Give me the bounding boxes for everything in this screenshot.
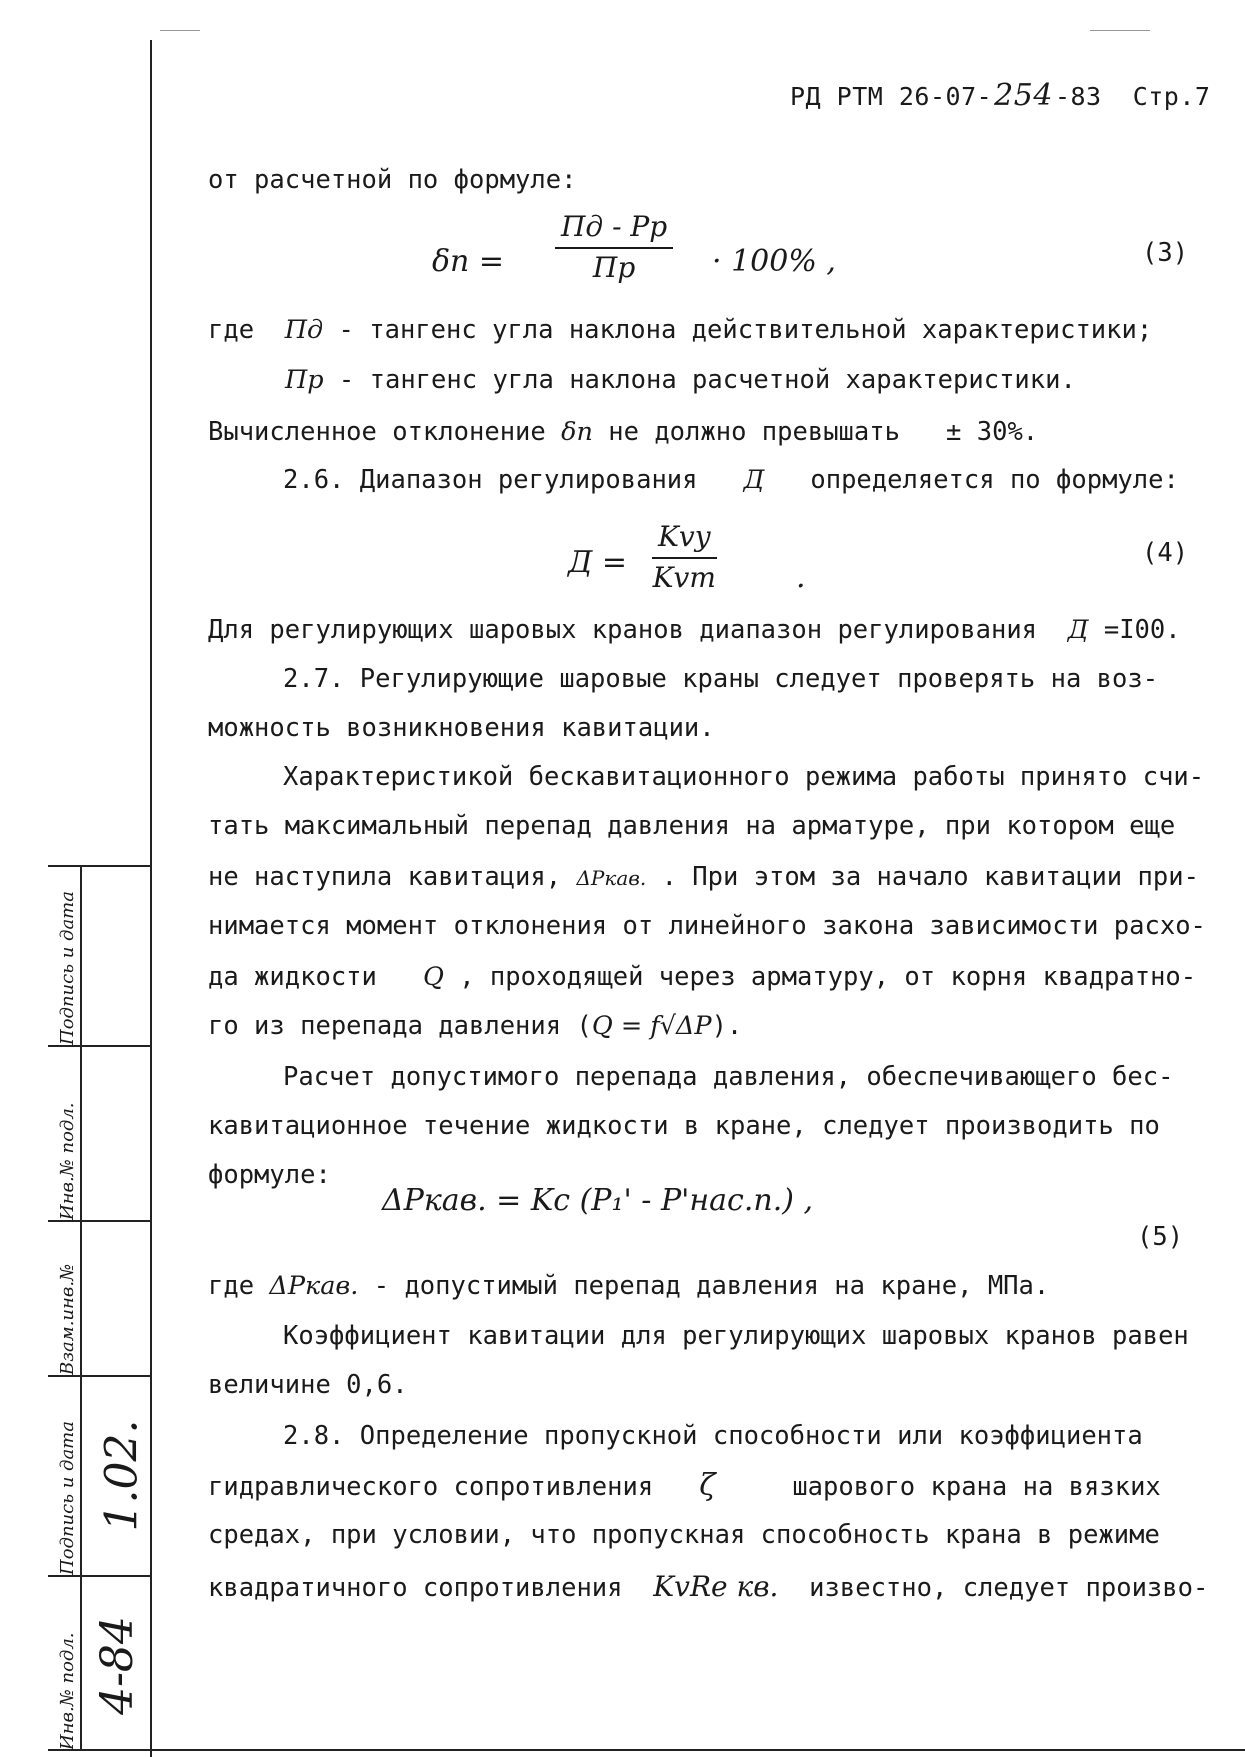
text-line: где Пд - тангенс угла наклона действительной характеристики; <box>208 315 1153 345</box>
text-line: Вычисленное отклонение δп не должно превышать ± 30%. <box>208 417 1039 447</box>
text-line: Характеристикой бескавитационного режима работы принято счи- <box>283 762 1205 792</box>
symbol: Д <box>743 465 765 495</box>
stamp-label: Подпись и дата <box>57 891 78 1045</box>
text-line: го из перепада давления (Q = f√ΔP). <box>208 1011 743 1041</box>
symbol: ζ <box>699 1468 716 1503</box>
stamp-date: 1.02. <box>96 1419 148 1532</box>
text-line: нимается момент отклонения от линейного закона зависимости расхо- <box>208 911 1206 941</box>
symbol: KvRe кв. <box>653 1570 779 1603</box>
formula-4-fraction <box>652 520 717 594</box>
top-mark <box>160 30 200 31</box>
stamp-column-line <box>80 865 82 1750</box>
document-header <box>790 78 1210 113</box>
symbol: Пр <box>285 365 324 395</box>
text-line: формуле: <box>208 1160 331 1190</box>
symbol: Q <box>422 962 444 992</box>
doc-year: -83 <box>1054 82 1102 111</box>
text-line: не наступила кавитация, ΔPкав. . При этом за начало кавитации при- <box>208 862 1199 892</box>
text-line: да жидкости Q , проходящей через арматуру, от корня квадратно- <box>208 962 1197 992</box>
symbol: ΔPкав. <box>576 866 647 890</box>
doc-number: 254 <box>994 78 1053 113</box>
text-line: Коэффициент кавитации для регулирующих шаровых кранов равен <box>283 1321 1189 1351</box>
formula-3-numerator: Пд - Рр <box>561 210 668 243</box>
text-line: квадратичного сопротивления KvRe кв. известно, следует произво- <box>208 1570 1209 1603</box>
frame-left-border <box>150 40 152 1757</box>
symbol: Пд <box>284 315 324 345</box>
formula-5: ΔPкав. = Kc (P₁' - P'нас.п.) , <box>382 1183 814 1218</box>
text-line: величине 0,6. <box>208 1370 408 1400</box>
page-number: Стр.7 <box>1132 82 1211 111</box>
top-mark <box>1090 30 1150 31</box>
text-line: можность возникновения кавитации. <box>208 713 715 743</box>
text-line: кавитационное течение жидкости в кране, следует производить по <box>208 1111 1160 1141</box>
text-line: Пр - тангенс угла наклона расчетной характеристики. <box>285 365 1076 395</box>
symbol: ΔPкав. <box>269 1271 359 1301</box>
text-line: Для регулирующих шаровых кранов диапазон регулирования Д =I00. <box>208 615 1181 645</box>
text-line: 2.7. Регулирующие шаровые краны следует проверять на воз- <box>283 664 1159 694</box>
text-line: Расчет допустимого перепада давления, обеспечивающего бес- <box>283 1062 1174 1092</box>
formula-4-numerator: Kvy <box>658 520 711 553</box>
equation-number: (4) <box>1142 538 1189 568</box>
formula-4-lhs: Д = <box>568 545 628 580</box>
stamp-label: Инв.№ подл. <box>57 1102 78 1220</box>
stamp-label: Инв.№ подл. <box>57 1632 78 1750</box>
formula-3-lhs: δп = <box>432 244 505 279</box>
formula-3-fraction <box>555 210 673 284</box>
symbol: δп <box>561 417 593 447</box>
symbol: Д <box>1067 615 1089 645</box>
formula-3-denominator: Пр <box>592 251 636 284</box>
text-line: средах, при условии, что пропускная способность крана в режиме <box>208 1520 1160 1550</box>
text-line: где ΔPкав. - допустимый перепад давления на кране, МПа. <box>208 1271 1050 1301</box>
stamp-label: Подпись и дата <box>57 1421 78 1575</box>
formula-4-denominator: Kvт <box>652 561 716 594</box>
text-line: 2.6. Диапазон регулирования Д определяется по формуле: <box>283 465 1179 495</box>
formula-3-tail: · 100% , <box>712 244 836 279</box>
text-line: тать максимальный перепад давления на арматуре, при котором еще <box>208 811 1176 841</box>
doc-code: РД РТМ 26-07- <box>790 82 993 111</box>
symbol: Q = f√ΔP <box>591 1011 712 1041</box>
frame-bottom-border <box>48 1749 1245 1751</box>
equation-number: (5) <box>1137 1222 1184 1252</box>
formula-4-tail: . <box>796 560 806 595</box>
text-line: от расчетной по формуле: <box>208 165 577 195</box>
stamp-inventory-number: 4-84 <box>91 1616 143 1715</box>
equation-number: (3) <box>1142 238 1189 268</box>
text-line: гидравлического сопротивления ζ шарового крана на вязких <box>208 1468 1161 1503</box>
stamp-label: Взам.инв.№ <box>57 1263 78 1375</box>
text-line: 2.8. Определение пропускной способности или коэффициента <box>283 1421 1143 1451</box>
